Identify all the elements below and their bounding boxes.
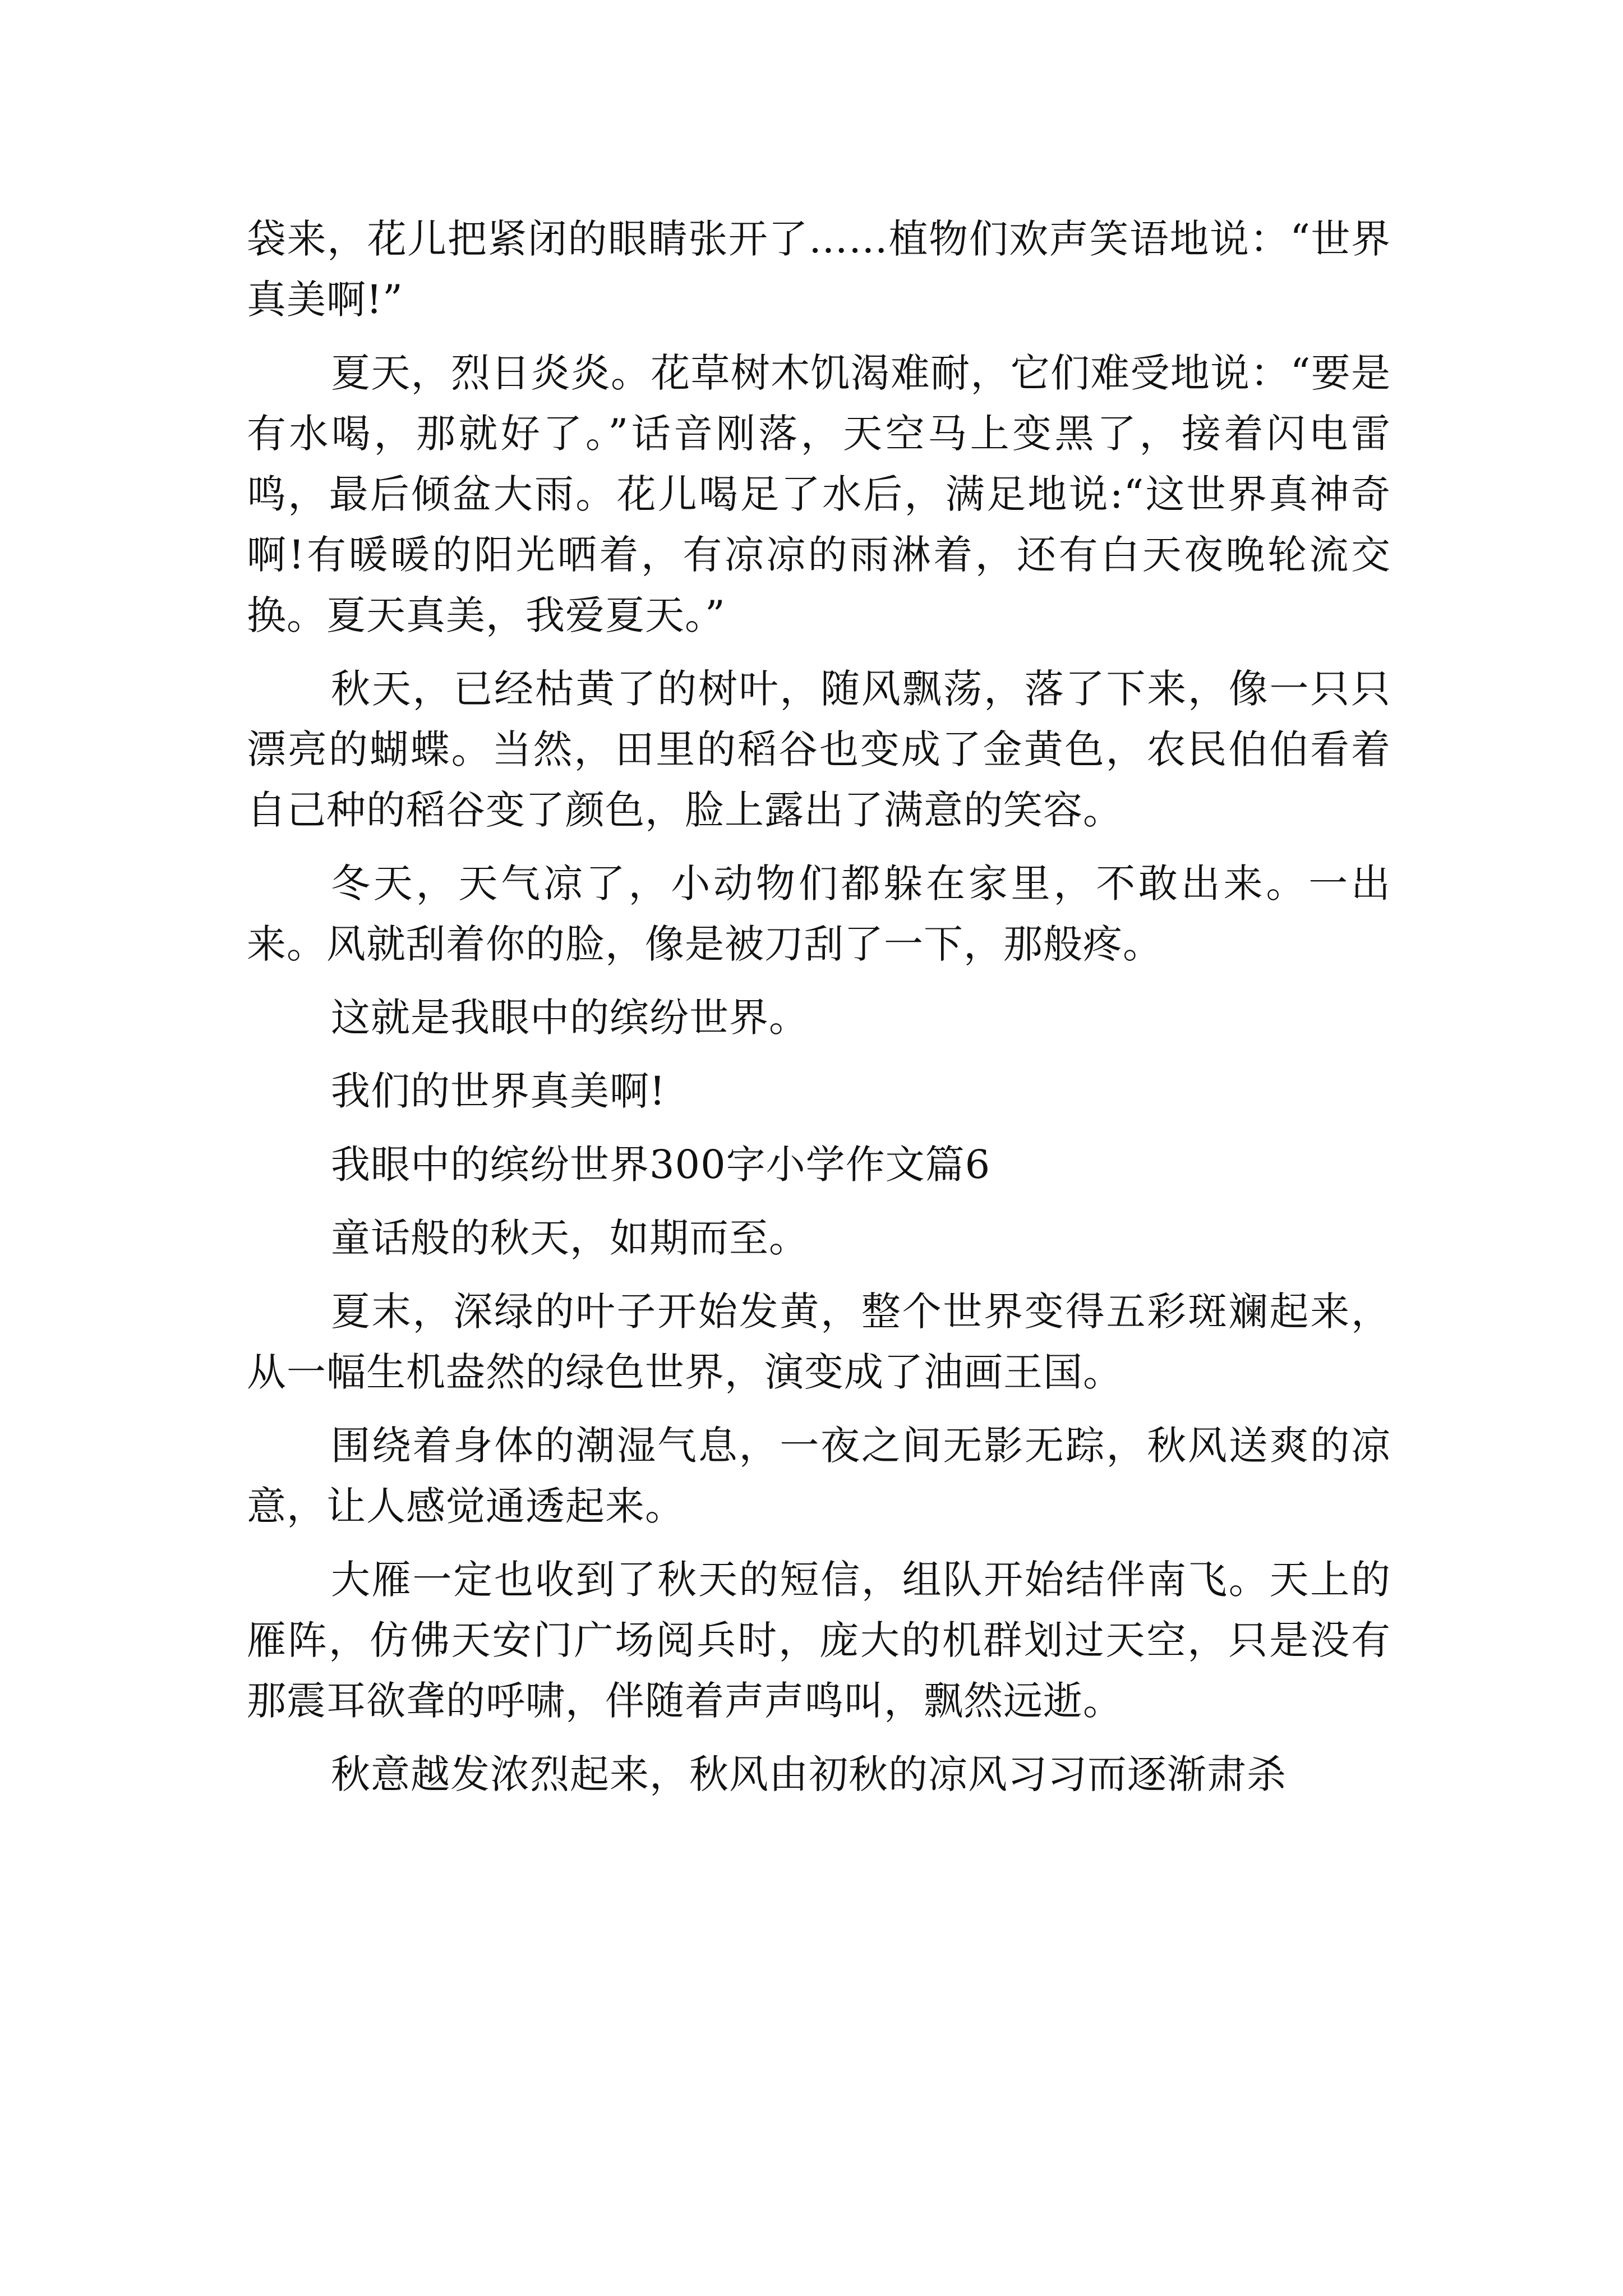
paragraph-exclamation: 我们的世界真美啊!: [331, 1068, 666, 1114]
paragraph-late-summer: 夏末，深绿的叶子开始发黄，整个世界变得五彩斑斓起来，从一幅生机盎然的绿色世界，演变成了油画王国。: [247, 1289, 1391, 1395]
paragraph-wild-geese: 大雁一定也收到了秋天的短信，组队开始结伴南飞。天上的雁阵，仿佛天安门广场阅兵时，庞大的机群划过天空，只是没有那震耳欲聋的呼啸，伴随着声声鸣叫，飘然远逝。: [247, 1557, 1391, 1724]
essay-title: 我眼中的缤纷世界300字小学作文篇6: [331, 1142, 991, 1188]
paragraph-autumn-deepening: 秋意越发浓烈起来，秋风由初秋的凉风习习而逐渐肃杀: [331, 1751, 1287, 1797]
paragraph-conclusion: 这就是我眼中的缤纷世界。: [331, 995, 809, 1041]
paragraph-winter: 冬天，天气凉了，小动物们都躲在家里，不敢出来。一出来。风就刮着你的脸，像是被刀刮了一下，那般疼。: [247, 861, 1391, 967]
document-body: [247, 209, 1391, 1818]
paragraph-summer: 夏天，烈日炎炎。花草树木饥渴难耐，它们难受地说：“要是有水喝，那就好了。”话音刚落，天空马上变黑了，接着闪电雷鸣，最后倾盆大雨。花儿喝足了水后，满足地说:“这世界真神奇啊!有暖暖的阳光晒着，有凉凉的雨淋着，还有白天夜晚轮流交换。夏天真美，我爱夏天。”: [247, 350, 1391, 638]
paragraph-autumn: 秋天，已经枯黄了的树叶，随风飘荡，落了下来，像一只只漂亮的蝴蝶。当然，田里的稻谷也变成了金黄色，农民伯伯看着自己种的稻谷变了颜色，脸上露出了满意的笑容。: [247, 666, 1391, 833]
paragraph-continuation: 袋来，花儿把紧闭的眼睛张开了……植物们欢声笑语地说：“世界真美啊!”: [247, 216, 1391, 323]
paragraph-intro: 童话般的秋天，如期而至。: [331, 1215, 809, 1261]
paragraph-cool-breeze: 围绕着身体的潮湿气息，一夜之间无影无踪，秋风送爽的凉意，让人感觉通透起来。: [247, 1423, 1391, 1529]
